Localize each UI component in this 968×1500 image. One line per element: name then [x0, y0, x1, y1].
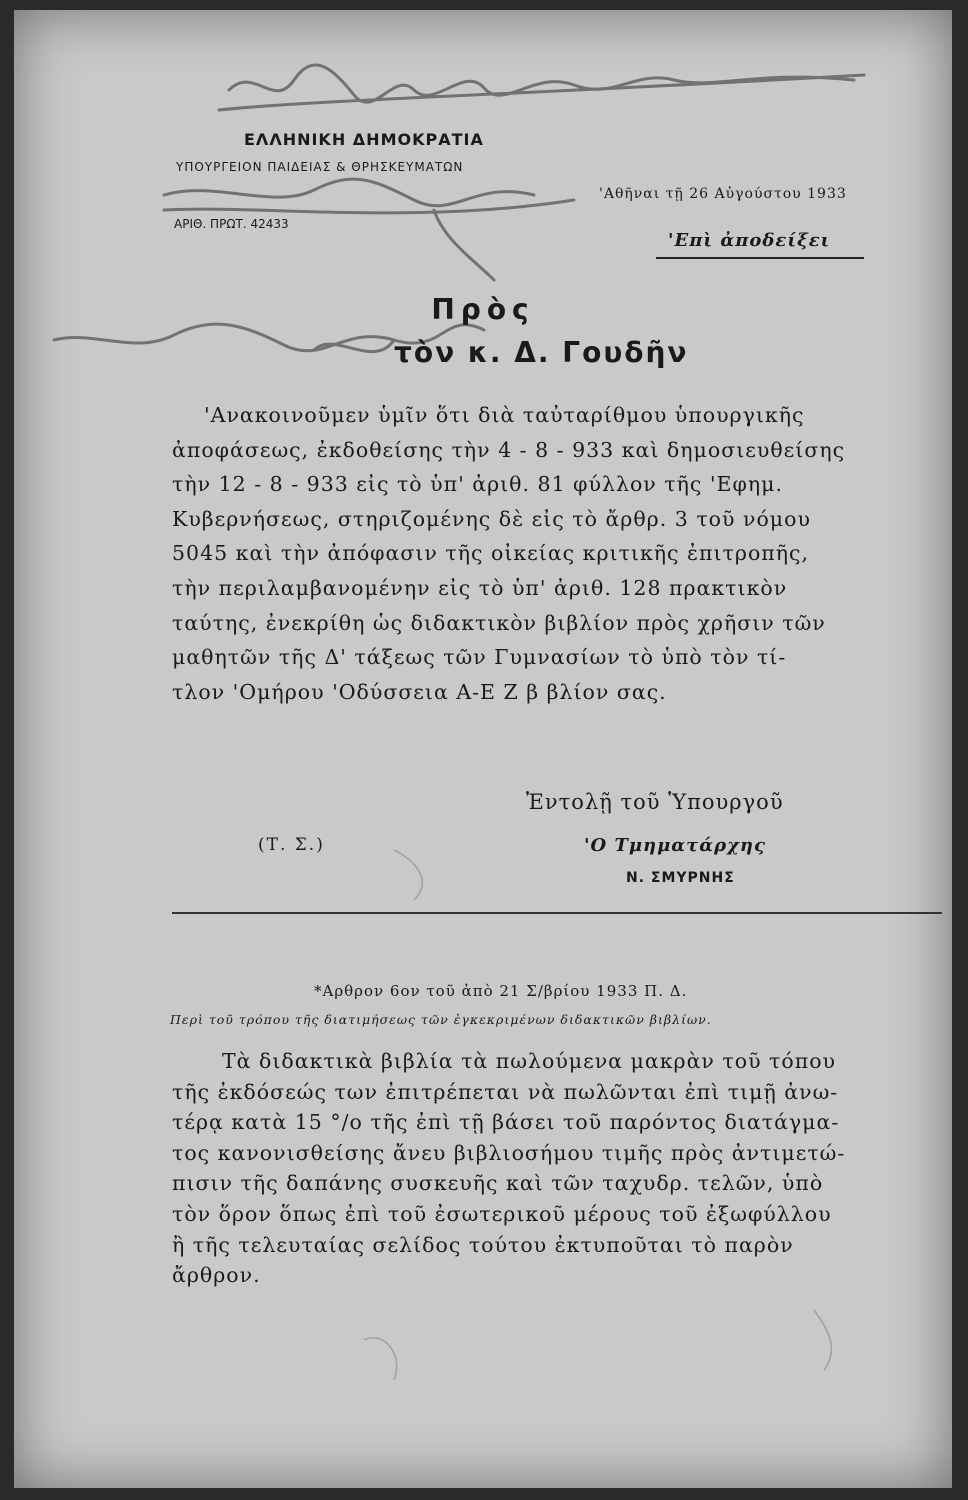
body-line: τὴν 12 - 8 - 933 εἰς τὸ ὑπ' ἀριθ. 81 φύλλον τῆς 'Εφημ.: [172, 472, 783, 497]
body-line: ταύτης, ἐνεκρίθη ὡς διδακτικὸν βιβλίον πρὸς χρῆσιν τῶν: [172, 610, 826, 635]
ministry-heading: ΥΠΟΥΡΓΕΙΟΝ ΠΑΙΔΕΙΑΣ & ΘΡΗΣΚΕΥΜΑΤΩΝ: [176, 160, 464, 174]
section-divider: [172, 912, 942, 914]
body-line: 5045 καὶ τὴν ἀπόφασιν τῆς οἰκείας κριτικῆς ἐπιτροπῆς,: [172, 541, 810, 566]
body-line: ἀποφάσεως, ἐκδοθείσης τὴν 4 - 8 - 933 καὶ δημοσιευθείσης: [172, 437, 846, 462]
article-body: [172, 1046, 942, 1291]
article-subheading: Περὶ τοῦ τρόπου τῆς διατιμήσεως τῶν ἐγκεκριμένων διδακτικῶν βιβλίων.: [170, 1012, 712, 1027]
article-line: τὸν ὅρον ὅπως ἐπὶ τοῦ ἐσωτερικοῦ μέρους τοῦ ἐξωφύλλου: [172, 1201, 832, 1226]
receipt-underline: [656, 257, 864, 259]
article-heading: *Αρθρον 6ον τοῦ ἀπὸ 21 Σ/βρίου 1933 Π. Δ.: [314, 982, 688, 1000]
addressee-name: τὸν κ. Δ. Γουδῆν: [394, 336, 689, 369]
signatory-name: Ν. ΣΜΥΡΝΗΣ: [626, 870, 735, 886]
body-line: τλον 'Ομήρου 'Οδύσσεια Α-Ε Ζ β βλίον σας.: [172, 679, 667, 704]
signature-order-line: Ἐντολῇ τοῦ Ὑπουργοῦ: [526, 790, 784, 814]
article-line: Τὰ διδακτικὰ βιβλία τὰ πωλούμενα μακρὰν τοῦ τόπου: [222, 1049, 837, 1073]
signatory-title: 'Ο Τμηματάρχης: [584, 835, 766, 856]
body-line: μαθητῶν τῆς Δ' τάξεως τῶν Γυμνασίων τὸ ὑπὸ τὸν τί-: [172, 645, 787, 670]
addressee-label: Πρὸς: [431, 293, 535, 326]
body-line: Κυβερνήσεως, στηριζομένης δὲ εἰς τὸ ἄρθρ. 3 τοῦ νόμου: [172, 506, 811, 531]
body-line: τὴν περιλαμβανομένην εἰς τὸ ὑπ' ἀριθ. 128 πρακτικὸν: [172, 575, 788, 600]
receipt-note: 'Επὶ ἀποδείξει: [668, 230, 831, 251]
protocol-number: ΑΡΙΘ. ΠΡΩΤ. 42433: [174, 217, 289, 231]
seal-placeholder: (Τ. Σ.): [258, 835, 325, 855]
body-line: 'Ανακοινοῦμεν ὑμῖν ὅτι διὰ ταὐταρίθμου ὑπουργικῆς: [204, 403, 805, 427]
document-page: [14, 10, 952, 1488]
organization-heading: ΕΛΛΗΝΙΚΗ ΔΗΜΟΚΡΑΤΙΑ: [244, 130, 484, 149]
article-line: πισιν τῆς δαπάνης συσκευῆς καὶ τῶν ταχυδρ. τελῶν, ὑπὸ: [172, 1171, 824, 1196]
article-line: ἄρθρον.: [172, 1263, 261, 1288]
letter-body: [172, 398, 942, 709]
article-line: τος κανονισθείσης ἄνευ βιβλιοσήμου τιμῆς πρὸς ἀντιμετώ-: [172, 1140, 846, 1165]
article-line: ἢ τῆς τελευταίας σελίδος τούτου ἐκτυποῦται τὸ παρὸν: [172, 1232, 794, 1257]
article-line: τῆς ἐκδόσεώς των ἐπιτρέπεται νὰ πωλῶνται ἐπὶ τιμῇ ἀνω-: [172, 1079, 839, 1104]
document-date: 'Αθῆναι τῇ 26 Αὐγούστου 1933: [599, 186, 847, 202]
article-line: τέρᾳ κατὰ 15 °/ο τῆς ἐπὶ τῇ βάσει τοῦ παρόντος διατάγμα-: [172, 1110, 840, 1135]
